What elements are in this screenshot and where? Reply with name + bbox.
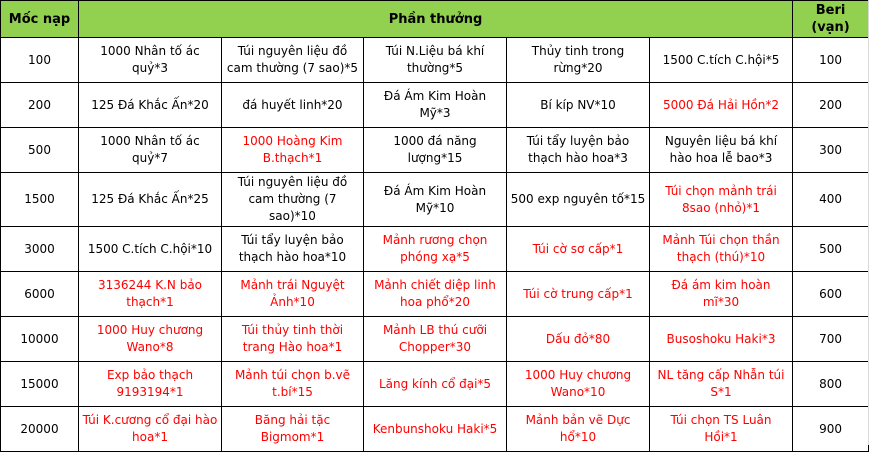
- reward-cell: Túi chọn TS Luân Hồi*1: [650, 407, 793, 452]
- reward-cell: 1500 C.tích C.hội*10: [79, 227, 222, 272]
- reward-cell: Đá Ám Kim Hoàn Mỹ*10: [364, 173, 507, 227]
- reward-cell: 125 Đá Khắc Ấn*25: [79, 173, 222, 227]
- reward-cell: Túi N.Liệu bá khí thường*5: [364, 38, 507, 83]
- table-row: [1, 362, 869, 407]
- milestone-cell: 1500: [1, 173, 79, 227]
- reward-cell: Mảnh bản vẽ Dực hổ*10: [507, 407, 650, 452]
- reward-cell: 5000 Đá Hải Hồn*2: [650, 83, 793, 128]
- reward-cell: Bí kíp NV*10: [507, 83, 650, 128]
- milestone-cell: 200: [1, 83, 79, 128]
- milestone-cell: 500: [1, 128, 79, 173]
- table-row: [1, 272, 869, 317]
- reward-cell: Túi nguyên liệu đồ cam thường (7 sao)*5: [222, 38, 364, 83]
- reward-cell: Túi tẩy luyện bảo thạch hào hoa*10: [222, 227, 364, 272]
- reward-cell: Băng hải tặc Bigmom*1: [222, 407, 364, 452]
- milestone-cell: 3000: [1, 227, 79, 272]
- sheet-edge: [868, 0, 872, 445]
- reward-cell: Túi cờ sơ cấp*1: [507, 227, 650, 272]
- table-row: [1, 317, 869, 362]
- reward-cell: NL tăng cấp Nhẫn túi S*1: [650, 362, 793, 407]
- header-beri: Beri (vạn): [793, 1, 869, 38]
- beri-cell: 600: [793, 272, 869, 317]
- milestone-cell: 20000: [1, 407, 79, 452]
- beri-cell: 200: [793, 83, 869, 128]
- header-row: [1, 1, 869, 38]
- header-milestone: Mốc nạp: [1, 1, 79, 38]
- reward-cell: 125 Đá Khắc Ấn*20: [79, 83, 222, 128]
- reward-cell: Nguyên liệu bá khí hào hoa lễ bao*3: [650, 128, 793, 173]
- beri-cell: 100: [793, 38, 869, 83]
- beri-cell: 900: [793, 407, 869, 452]
- reward-cell: Mảnh chiết diệp linh hoa phổ*20: [364, 272, 507, 317]
- beri-cell: 300: [793, 128, 869, 173]
- reward-cell: 1000 Huy chương Wano*10: [507, 362, 650, 407]
- reward-cell: Exp bảo thạch 9193194*1: [79, 362, 222, 407]
- table-row: [1, 128, 869, 173]
- reward-cell: Túi thủy tinh thời trang Hào hoa*1: [222, 317, 364, 362]
- reward-cell: Mảnh Túi chọn thần thạch (thú)*10: [650, 227, 793, 272]
- milestone-cell: 15000: [1, 362, 79, 407]
- table-row: [1, 83, 869, 128]
- beri-cell: 800: [793, 362, 869, 407]
- reward-cell: Dấu đỏ*80: [507, 317, 650, 362]
- reward-cell: Mảnh trái Nguyệt Ảnh*10: [222, 272, 364, 317]
- reward-cell: Lăng kính cổ đại*5: [364, 362, 507, 407]
- reward-cell: Túi K.cương cổ đại hào hoa*1: [79, 407, 222, 452]
- table-row: [1, 38, 869, 83]
- reward-cell: 1500 C.tích C.hội*5: [650, 38, 793, 83]
- beri-cell: 500: [793, 227, 869, 272]
- reward-cell: 1000 Hoàng Kim B.thạch*1: [222, 128, 364, 173]
- beri-cell: 700: [793, 317, 869, 362]
- reward-cell: 1000 Huy chương Wano*8: [79, 317, 222, 362]
- table-row: [1, 173, 869, 227]
- reward-cell: Busoshoku Haki*3: [650, 317, 793, 362]
- milestone-cell: 10000: [1, 317, 79, 362]
- reward-cell: 1000 Nhân tố ác quỷ*7: [79, 128, 222, 173]
- reward-cell: Đá Ám Kim Hoàn Mỹ*3: [364, 83, 507, 128]
- reward-cell: 500 exp nguyên tố*15: [507, 173, 650, 227]
- table-body: [1, 38, 869, 452]
- reward-cell: 1000 Nhân tố ác quỷ*3: [79, 38, 222, 83]
- milestone-cell: 6000: [1, 272, 79, 317]
- reward-cell: Mảnh túi chọn b.vẽ t.bí*15: [222, 362, 364, 407]
- reward-cell: đá huyết linh*20: [222, 83, 364, 128]
- reward-cell: Mảnh LB thú cưỡi Chopper*30: [364, 317, 507, 362]
- reward-cell: Túi chọn mảnh trái 8sao (nhỏ)*1: [650, 173, 793, 227]
- reward-cell: Túi tẩy luyện bảo thạch hào hoa*3: [507, 128, 650, 173]
- reward-cell: Đá ám kim hoàn mĩ*30: [650, 272, 793, 317]
- reward-cell: 3136244 K.N bảo thạch*1: [79, 272, 222, 317]
- header-rewards: Phần thưởng: [79, 1, 793, 38]
- beri-cell: 400: [793, 173, 869, 227]
- reward-cell: Túi nguyên liệu đồ cam thường (7 sao)*10: [222, 173, 364, 227]
- reward-cell: Túi cờ trung cấp*1: [507, 272, 650, 317]
- table-row: [1, 227, 869, 272]
- reward-cell: Thủy tinh trong rừng*20: [507, 38, 650, 83]
- reward-cell: 1000 đá năng lượng*15: [364, 128, 507, 173]
- reward-cell: Kenbunshoku Haki*5: [364, 407, 507, 452]
- reward-cell: Mảnh rương chọn phóng xạ*5: [364, 227, 507, 272]
- milestone-cell: 100: [1, 38, 79, 83]
